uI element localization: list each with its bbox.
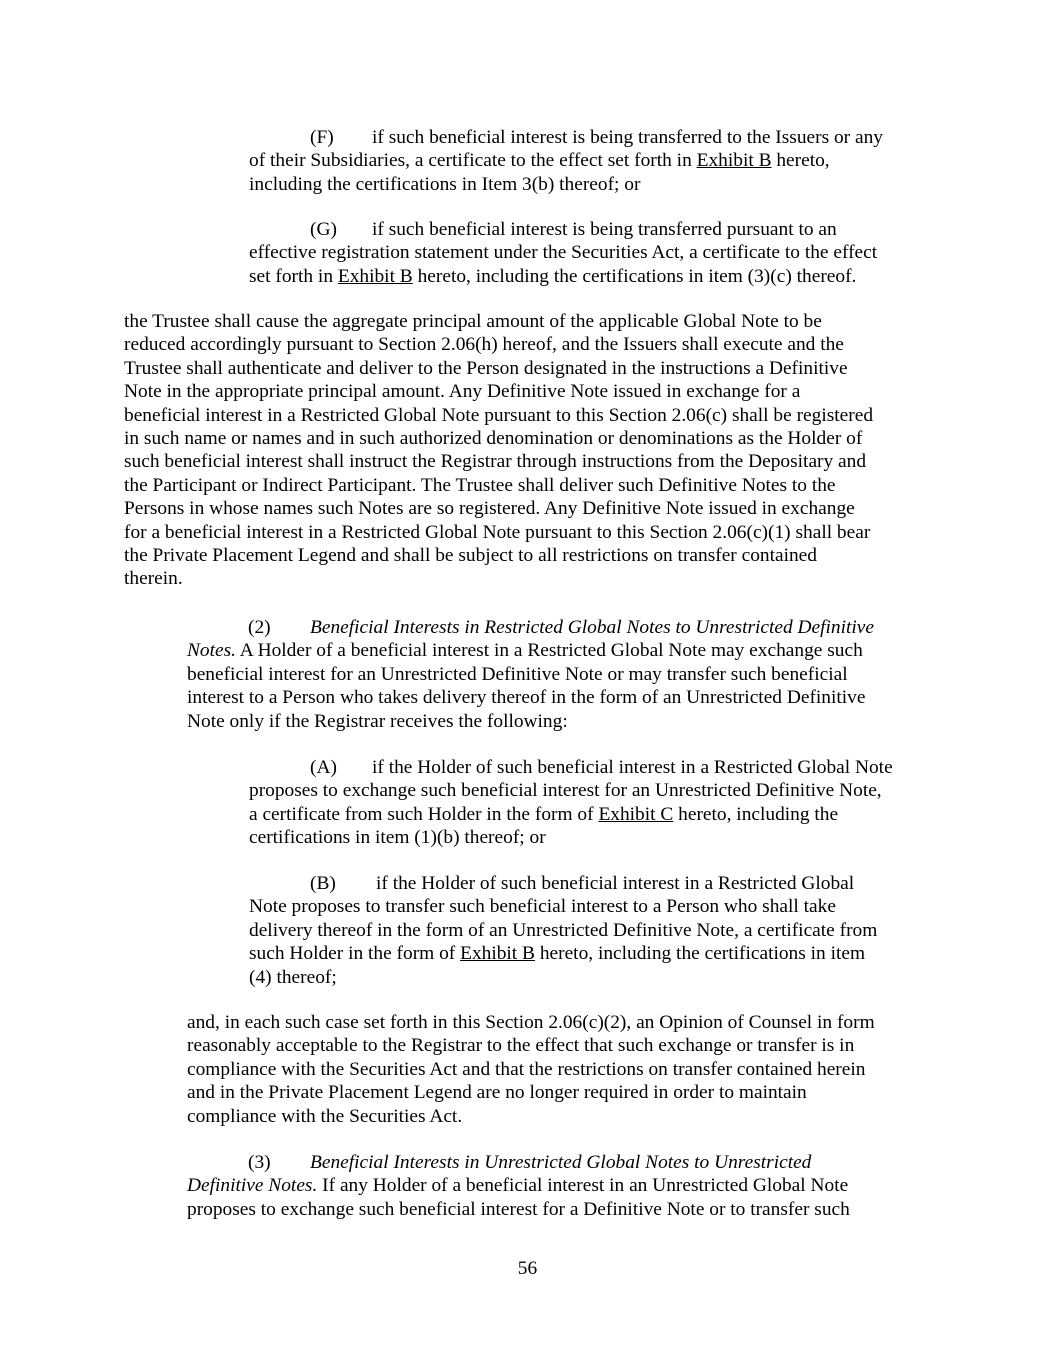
- text-line: Persons in whose names such Notes are so registered. Any Definitive Note issued in exchange: [124, 498, 855, 520]
- clause-b-text: such Holder in the form of: [249, 943, 461, 965]
- section-3-text: If any Holder of a beneficial interest in an Unrestricted Global Note: [317, 1175, 849, 1197]
- clause-b: [249, 872, 877, 989]
- clause-b-text: Note proposes to transfer such beneficial interest to a Person who shall take: [249, 896, 836, 918]
- text-line: Note in the appropriate principal amount. Any Definitive Note issued in exchange for a: [124, 381, 801, 403]
- clause-b-label: (B): [310, 873, 336, 894]
- clause-a-text: certifications in item (1)(b) thereof; or: [249, 827, 546, 849]
- section-2-title: Beneficial Interests in Restricted Global Notes to Unrestricted Definitive: [310, 617, 875, 638]
- clause-a: [249, 756, 893, 850]
- exhibit-b-link[interactable]: Exhibit B: [337, 265, 413, 287]
- section-2-label: (2): [248, 617, 271, 638]
- exhibit-b-link[interactable]: Exhibit B: [696, 150, 772, 172]
- clause-a-text: hereto, including the: [673, 803, 839, 825]
- text-line: compliance with the Securities Act and that the restrictions on transfer contained herein: [187, 1058, 866, 1080]
- exhibit-c-link[interactable]: Exhibit C: [598, 803, 674, 825]
- clause-b-text: if the Holder of such beneficial interest in a Restricted Global: [376, 873, 855, 894]
- clause-f-text: hereto,: [771, 150, 830, 172]
- body-paragraph-1: [124, 310, 873, 591]
- text-line: for a beneficial interest in a Restricted Global Note pursuant to this Section 2.06(c)(1) shall bear: [124, 521, 871, 543]
- clause-a-text: a certificate from such Holder in the form of: [249, 803, 599, 825]
- clause-b-text: (4) thereof;: [249, 966, 337, 988]
- text-line: therein.: [124, 568, 183, 590]
- text-line: reduced accordingly pursuant to Section 2.06(h) hereof, and the Issuers shall execute and the: [124, 334, 844, 356]
- clause-b-text: hereto, including the certifications in item: [534, 943, 866, 965]
- text-line: Trustee shall authenticate and deliver to the Person designated in the instructions a Definitive: [124, 357, 848, 379]
- section-2-text: Note only if the Registrar receives the following:: [187, 710, 568, 732]
- text-line: in such name or names and in such authorized denomination or denominations as the Holder of: [124, 428, 863, 450]
- page-number: 56: [517, 1258, 538, 1279]
- section-2-text: interest to a Person who takes delivery thereof in the form of an Unrestricted Definitive: [187, 687, 866, 709]
- text-line: the Private Placement Legend and shall be subject to all restrictions on transfer contained: [124, 545, 817, 567]
- text-line: and in the Private Placement Legend are no longer required in order to maintain: [187, 1082, 807, 1104]
- text-line: the Participant or Indirect Participant. The Trustee shall deliver such Definitive Notes to the: [124, 474, 836, 496]
- text-line: and, in each such case set forth in this Section 2.06(c)(2), an Opinion of Counsel in form: [187, 1012, 875, 1033]
- section-2: [187, 616, 874, 733]
- body-paragraph-2: [187, 1011, 875, 1128]
- clause-g-text: effective registration statement under the Securities Act, a certificate to the effect: [249, 242, 878, 264]
- section-2-title: Notes.: [187, 640, 237, 662]
- section-2-text: beneficial interest for an Unrestricted Definitive Note or may transfer such beneficial: [187, 663, 848, 685]
- section-3: [187, 1151, 850, 1221]
- text-line: reasonably acceptable to the Registrar to the effect that such exchange or transfer is in: [187, 1035, 855, 1057]
- clause-a-text: if the Holder of such beneficial interest in a Restricted Global Note: [372, 757, 893, 778]
- clause-f-text: of their Subsidiaries, a certificate to the effect set forth in: [249, 150, 697, 172]
- section-3-text: proposes to exchange such beneficial interest for a Definitive Note or to transfer such: [187, 1198, 850, 1220]
- exhibit-b-link[interactable]: Exhibit B: [460, 943, 535, 965]
- clause-f-label: (F): [310, 127, 334, 148]
- section-3-title: Beneficial Interests in Unrestricted Global Notes to Unrestricted: [310, 1152, 812, 1173]
- clause-g-text: set forth in: [249, 265, 338, 287]
- clause-a-text: proposes to exchange such beneficial interest for an Unrestricted Definitive Note,: [249, 780, 882, 802]
- clause-b-text: delivery thereof in the form of an Unrestricted Definitive Note, a certificate from: [249, 919, 878, 941]
- section-3-title: Definitive Notes.: [187, 1175, 318, 1197]
- text-line: the Trustee shall cause the aggregate principal amount of the applicable Global Note to be: [124, 311, 822, 332]
- clause-g-label: (G): [310, 219, 337, 240]
- clause-f: [249, 126, 883, 196]
- clause-f-text: including the certifications in Item 3(b) thereof; or: [249, 173, 641, 195]
- clause-a-label: (A): [310, 757, 337, 778]
- clause-g: [249, 218, 877, 288]
- text-line: such beneficial interest shall instruct the Registrar through instructions from the Depositary and: [124, 451, 867, 473]
- section-3-label: (3): [248, 1152, 271, 1173]
- section-2-text: A Holder of a beneficial interest in a Restricted Global Note may exchange such: [236, 640, 863, 662]
- clause-g-text: if such beneficial interest is being transferred pursuant to an: [372, 219, 837, 240]
- clause-f-text: if such beneficial interest is being transferred to the Issuers or any: [372, 127, 883, 148]
- text-line: beneficial interest in a Restricted Global Note pursuant to this Section 2.06(c) shall be registered: [124, 404, 874, 426]
- clause-g-text: hereto, including the certifications in item (3)(c) thereof.: [412, 265, 857, 287]
- text-line: compliance with the Securities Act.: [187, 1105, 463, 1127]
